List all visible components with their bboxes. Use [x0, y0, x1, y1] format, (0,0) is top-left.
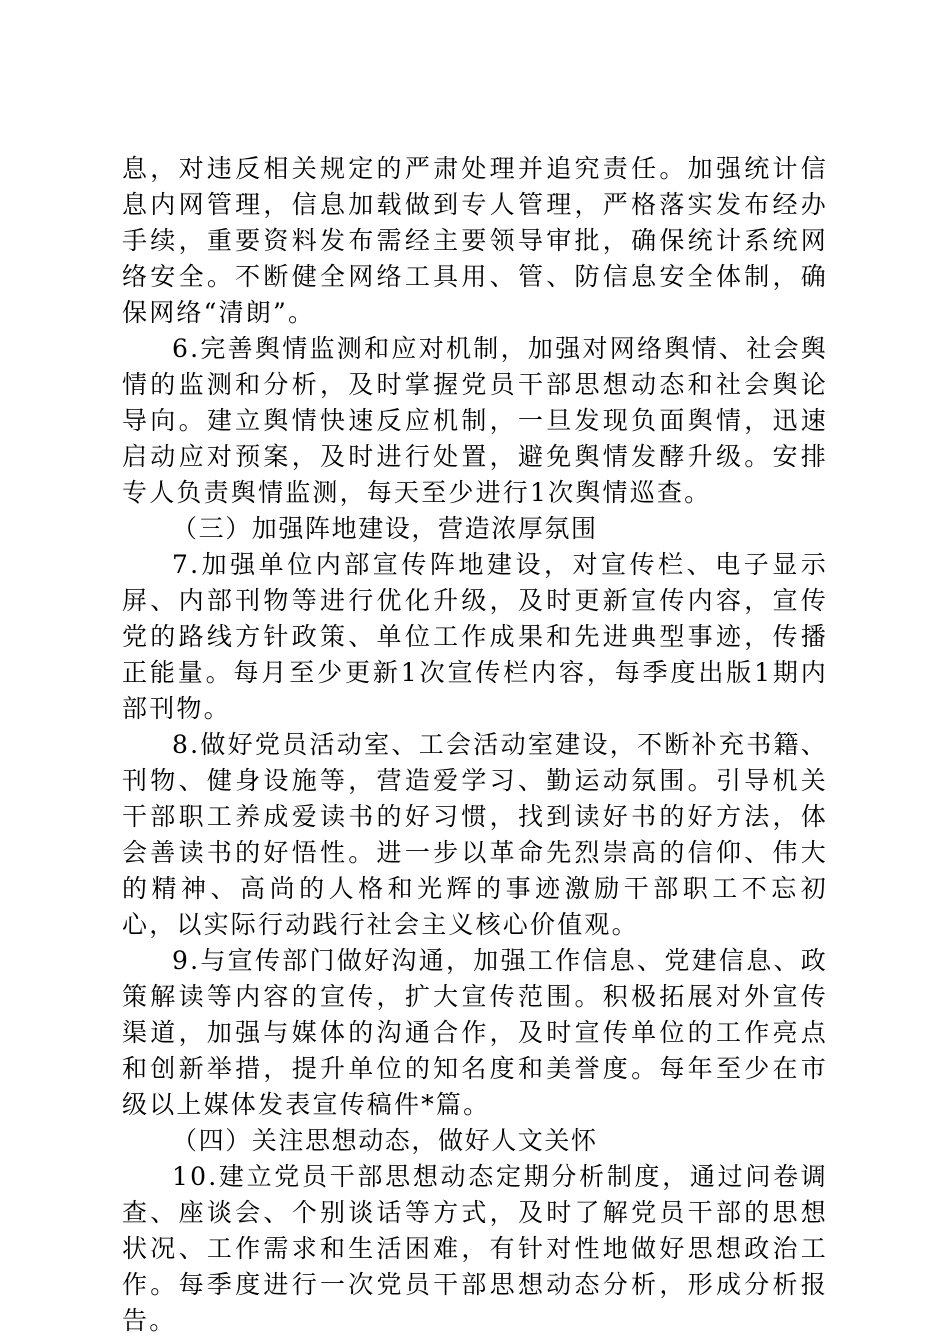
section-heading-3: （三）加强阵地建设，营造浓厚氛围	[172, 514, 598, 543]
paragraph-item-6: 6.完善舆情监测和应对机制，加强对网络舆情、社会舆情的监测和分析，及时掌握党员干部思想动态和社会舆论导向。建立舆情快速反应机制，一旦发现负面舆情，迅速启动应对预案，及时进行处置，避免舆情发酵升级。安排专人负责舆情监测，每天至少进行1次舆情巡查。	[122, 334, 828, 507]
paragraph-item-9: 9.与宣传部门做好沟通，加强工作信息、党建信息、政策解读等内容的宣传，扩大宣传范围。积极拓展对外宣传渠道，加强与媒体的沟通合作，及时宣传单位的工作亮点和创新举措，提升单位的知名度和美誉度。每年至少在市级以上媒体发表宣传稿件*篇。	[122, 946, 828, 1119]
document-page	[122, 151, 828, 1339]
paragraph-item-7: 7.加强单位内部宣传阵地建设，对宣传栏、电子显示屏、内部刊物等进行优化升级，及时更新宣传内容，宣传党的路线方针政策、单位工作成果和先进典型事迹，传播正能量。每月至少更新1次宣传栏内容，每季度出版1期内部刊物。	[122, 550, 828, 723]
paragraph-item-10: 10.建立党员干部思想动态定期分析制度，通过问卷调查、座谈会、个别谈话等方式，及时了解党员干部的思想状况、工作需求和生活困难，有针对性地做好思想政治工作。每季度进行一次党员干部思想动态分析，形成分析报告。	[122, 1162, 828, 1335]
section-heading-4: （四）关注思想动态，做好人文关怀	[172, 1126, 598, 1155]
paragraph-continuation: 息，对违反相关规定的严肃处理并追究责任。加强统计信息内网管理，信息加载做到专人管理，严格落实发布经办手续，重要资料发布需经主要领导审批，确保统计系统网络安全。不断健全网络工具用、管、防信息安全体制，确保网络“清朗”。	[122, 154, 828, 327]
paragraph-item-8: 8.做好党员活动室、工会活动室建设，不断补充书籍、刊物、健身设施等，营造爱学习、勤运动氛围。引导机关干部职工养成爱读书的好习惯，找到读好书的好方法，体会善读书的好悟性。进一步以革命先烈崇高的信仰、伟大的精神、高尚的人格和光辉的事迹激励干部职工不忘初心，以实际行动践行社会主义核心价值观。	[122, 730, 828, 939]
